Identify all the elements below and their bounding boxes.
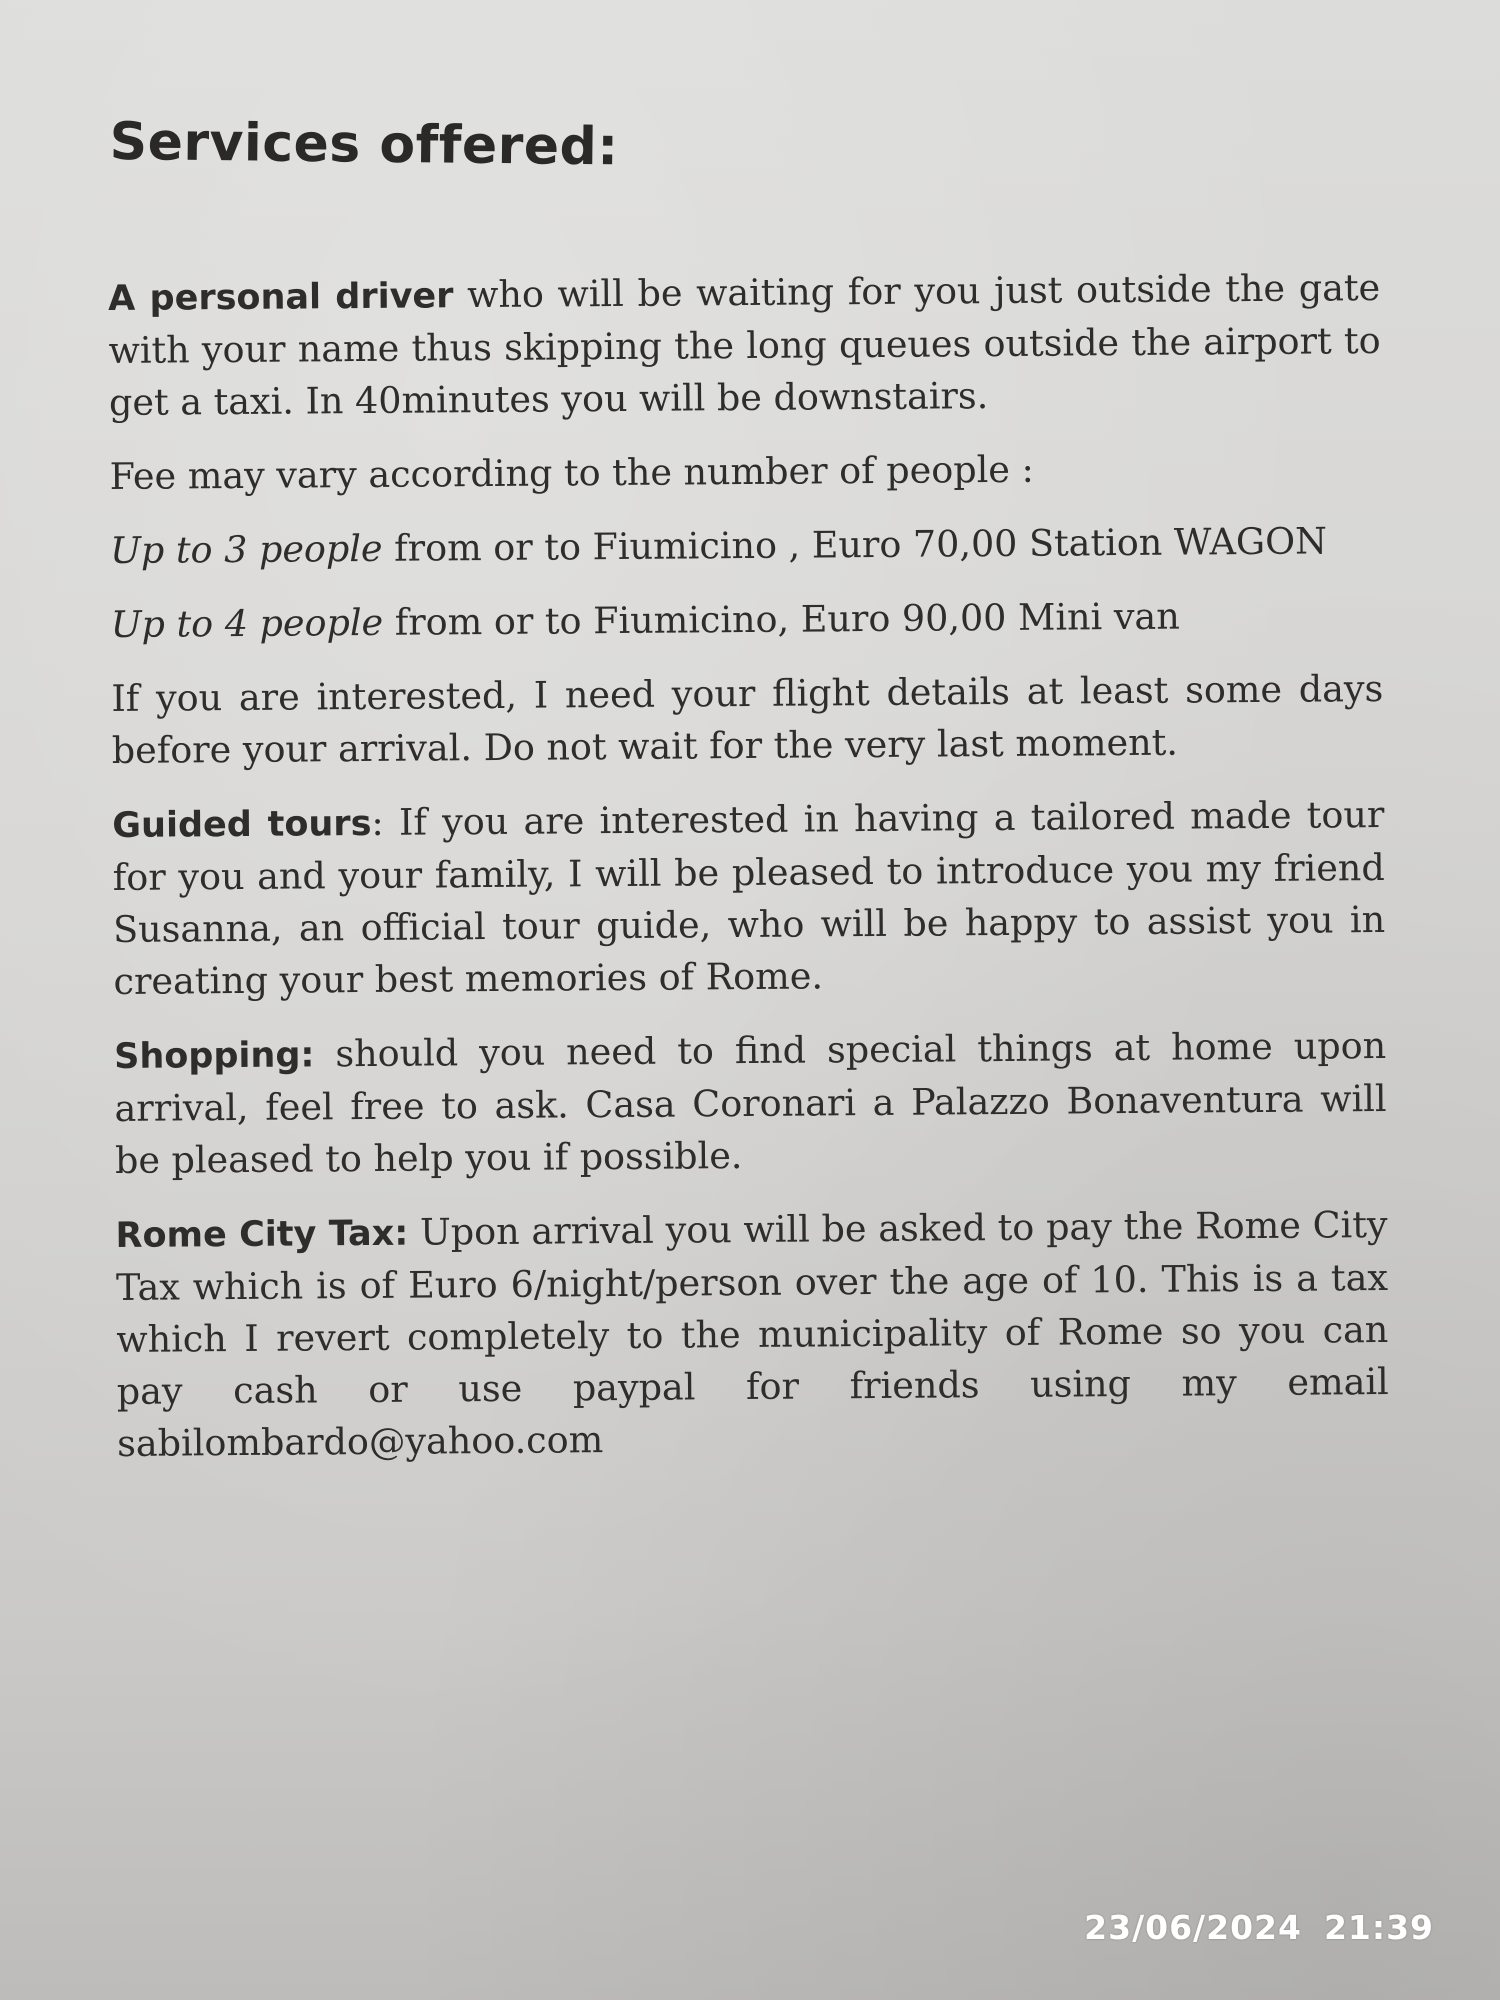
fare-4-people-text: from or to Fiumicino, Euro 90,00 Mini van	[382, 594, 1180, 644]
timestamp-date: 23/06/2024	[1084, 1908, 1302, 1947]
city-tax-text: Upon arrival you will be asked to pay the Rome City Tax which is of Euro 6/night/person over the age of 10. This is a tax which I revert completely to the municipality of Rome so you can pay cash or use paypal for friends using my email sabilombardo@yahoo.com	[115, 1202, 1389, 1465]
fare-4-people	[111, 589, 1383, 651]
page-title: Services offered:	[109, 112, 619, 178]
driver-heading: A personal driver	[108, 276, 454, 319]
fee-note: Fee may vary according to the number of people :	[109, 447, 1034, 498]
photo-timestamp	[1084, 1908, 1434, 1947]
guided-tours-text: : If you are interested in having a tailored made tour for you and your family, I will be pleased to introduce you my friend Susanna, an official tour guide, who will be happy to assist you in creating your best memories of Rome.	[112, 792, 1386, 1003]
shopping-text: should you need to find special things at home upon arrival, feel free to ask. Casa Coronari a Palazzo Bonaventura will be pleased to help you if possible.	[114, 1023, 1387, 1182]
shopping-paragraph	[114, 1020, 1387, 1187]
flight-details-paragraph: If you are interested, I need your flight details at least some days before your arrival. Do not wait for the very last moment.	[111, 666, 1384, 772]
city-tax-paragraph	[115, 1199, 1389, 1470]
fare-4-people-label: Up to 4 people	[110, 600, 384, 646]
fare-3-people-label: Up to 3 people	[110, 526, 383, 572]
fare-3-people	[110, 515, 1382, 577]
services-list	[108, 262, 1390, 1492]
driver-text: who will be waiting for you just outside the gate with your name thus skipping the long queues outside the airport to get a taxi. In 40minutes you will be downstairs.	[108, 266, 1381, 424]
guided-tours-paragraph	[112, 789, 1386, 1008]
timestamp-time: 21:39	[1323, 1908, 1434, 1947]
shopping-heading: Shopping:	[114, 1035, 315, 1077]
guided-tours-heading: Guided tours	[112, 803, 372, 846]
driver-paragraph	[108, 262, 1381, 429]
city-tax-heading: Rome City Tax:	[115, 1213, 409, 1256]
fare-3-people-text: from or to Fiumicino , Euro 70,00 Station WAGON	[382, 519, 1328, 570]
